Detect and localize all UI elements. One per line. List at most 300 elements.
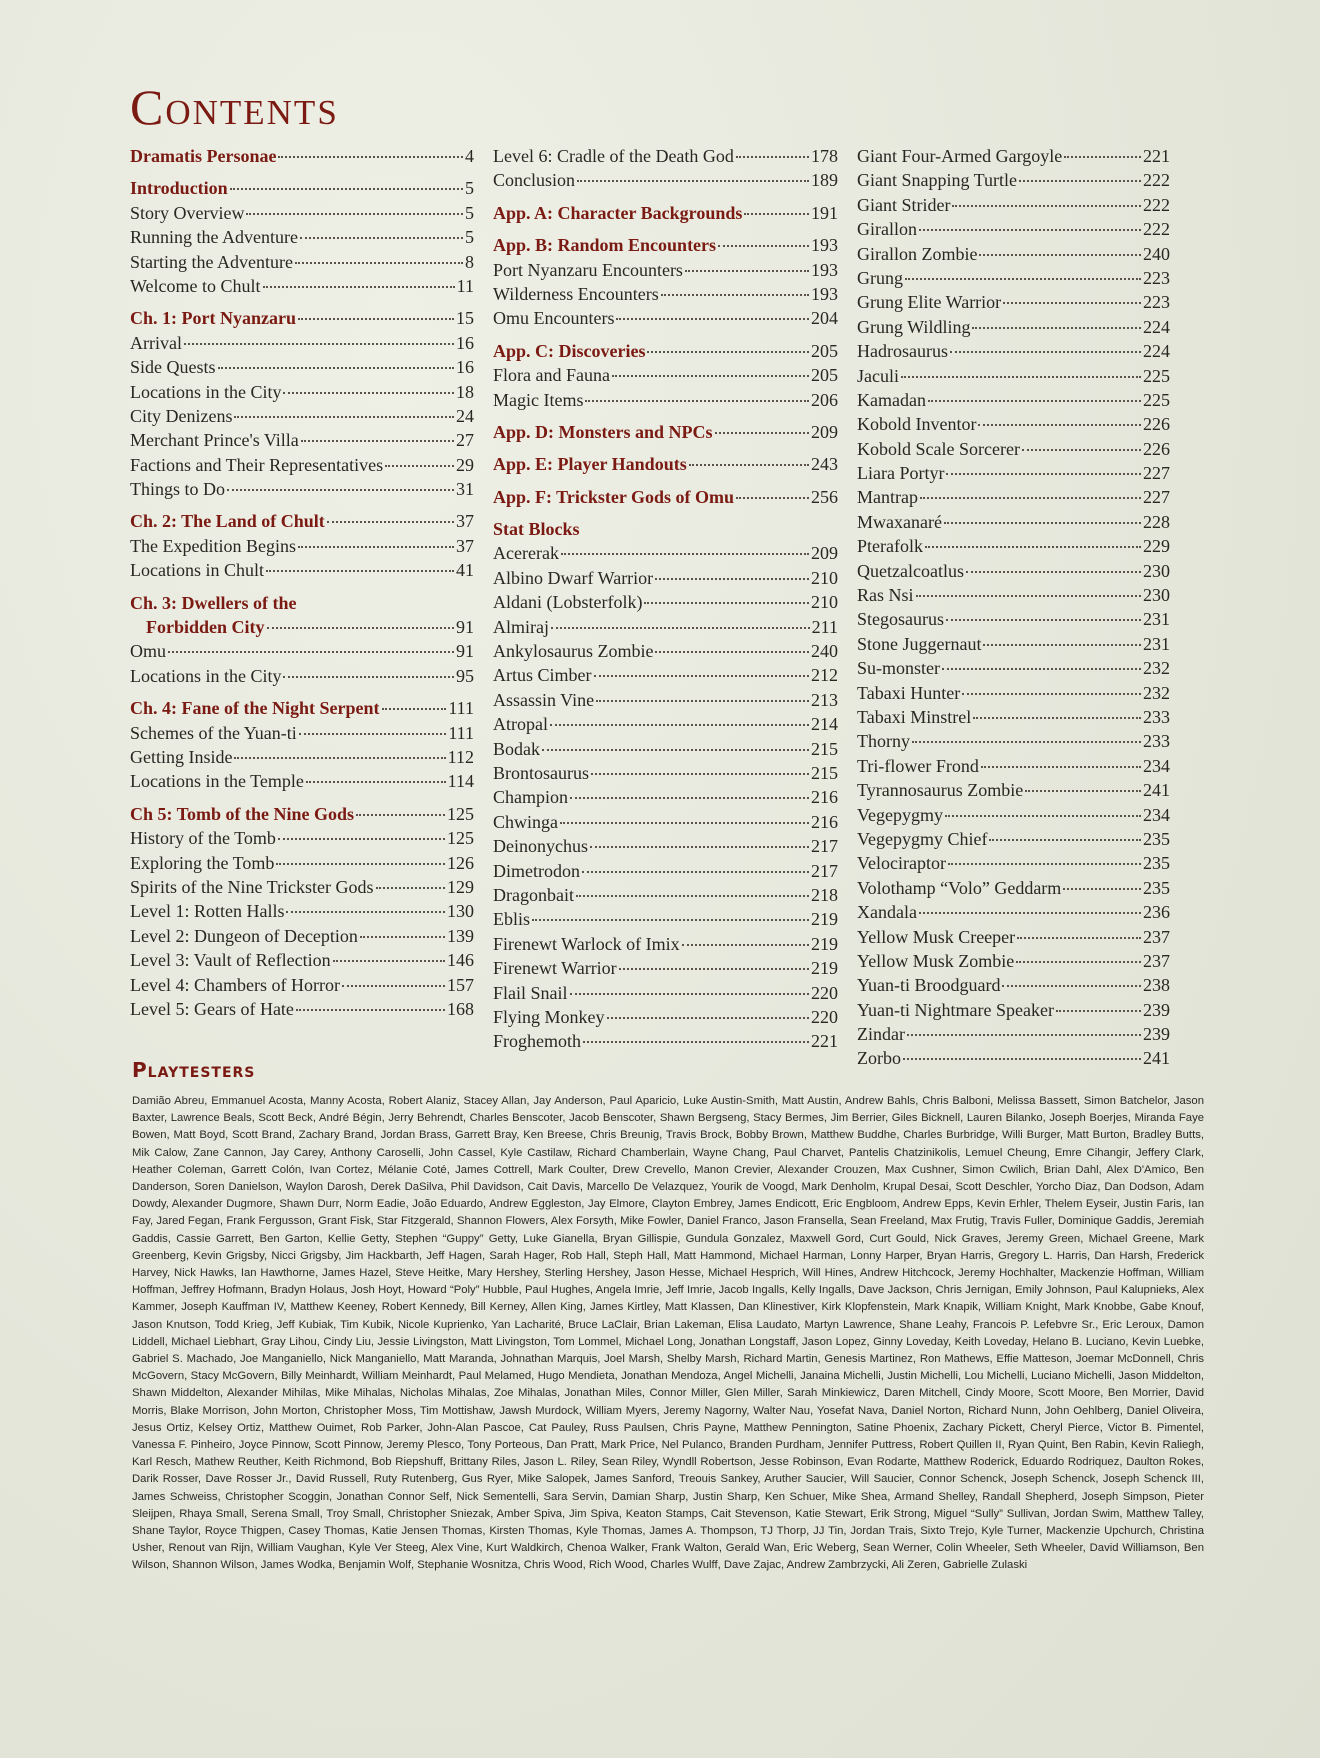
toc-entry-label: Running the Adventure	[130, 227, 298, 248]
toc-entry-label: Xandala	[857, 902, 917, 923]
toc-entry-page: 91	[456, 641, 474, 662]
toc-entry	[857, 485, 1170, 509]
dot-leader	[576, 895, 809, 897]
toc-column-3	[857, 144, 1170, 1071]
toc-entry-label: Level 1: Rotten Halls	[130, 901, 285, 922]
toc-entry-label: Yellow Musk Creeper	[857, 926, 1016, 947]
toc-entry-page: 224	[1143, 341, 1170, 362]
toc-entry	[493, 590, 838, 614]
toc-entry-label: Tabaxi Hunter	[857, 682, 961, 703]
dot-leader	[744, 213, 809, 215]
dot-leader	[591, 773, 809, 775]
toc-entry-label: Jaculi	[857, 365, 899, 386]
toc-entry	[130, 615, 474, 639]
toc-entry-page: 235	[1143, 853, 1170, 874]
toc-entry-page: 168	[447, 998, 474, 1019]
dot-leader	[912, 741, 1141, 743]
toc-entry-label: Flora and Fauna	[493, 365, 610, 386]
dot-leader	[903, 1058, 1141, 1060]
toc-entry-label: App. B: Random Encounters	[493, 235, 717, 256]
toc-entry-page: 219	[811, 933, 838, 954]
dot-leader	[234, 416, 454, 418]
dot-leader	[376, 887, 445, 889]
toc-entry	[493, 233, 838, 257]
toc-column-1	[130, 144, 474, 1021]
toc-entry-page: 238	[1143, 975, 1170, 996]
toc-entry-page: 232	[1143, 682, 1170, 703]
toc-entry	[857, 388, 1170, 412]
toc-entry	[130, 144, 474, 168]
toc-entry	[493, 566, 838, 590]
toc-entry	[493, 956, 838, 980]
toc-entry	[130, 274, 474, 298]
toc-entry	[130, 664, 474, 688]
dot-leader	[263, 286, 455, 288]
dot-leader	[570, 993, 809, 995]
toc-entry-label: Level 4: Chambers of Horror	[130, 974, 340, 995]
dot-leader	[919, 229, 1141, 231]
toc-entry	[493, 981, 838, 1005]
toc-entry-label: City Denizens	[130, 405, 233, 426]
toc-entry	[130, 509, 474, 533]
toc-entry-page: 18	[456, 381, 474, 402]
dot-leader	[1022, 449, 1141, 451]
toc-entry-page: 232	[1143, 658, 1170, 679]
dot-leader	[952, 205, 1141, 207]
dot-leader	[230, 188, 463, 190]
dot-leader	[218, 367, 455, 369]
toc-entry-page: 191	[811, 202, 838, 223]
toc-entry	[493, 834, 838, 858]
dot-leader	[1025, 790, 1141, 792]
dot-leader	[973, 717, 1141, 719]
toc-entry-page: 206	[811, 389, 838, 410]
toc-entry-label: Champion	[493, 787, 568, 808]
toc-entry	[130, 745, 474, 769]
toc-entry-page: 157	[447, 974, 474, 995]
toc-entry-label: Quetzalcoatlus	[857, 560, 964, 581]
toc-entry	[857, 510, 1170, 534]
toc-entry-page: 126	[447, 852, 474, 873]
toc-entry-label: Chwinga	[493, 811, 558, 832]
toc-entry-label: Mwaxanaré	[857, 511, 942, 532]
toc-entry-page: 16	[456, 357, 474, 378]
toc-entry-label: Deinonychus	[493, 836, 588, 857]
toc-entry-page: 112	[447, 746, 474, 767]
toc-entry-page: 233	[1143, 706, 1170, 727]
toc-entry-label: Girallon Zombie	[857, 243, 978, 264]
dot-leader	[1016, 961, 1141, 963]
toc-entry	[130, 769, 474, 793]
toc-entry	[130, 380, 474, 404]
toc-entry-page: 215	[811, 738, 838, 759]
toc-entry	[130, 973, 474, 997]
toc-entry-page: 237	[1143, 926, 1170, 947]
toc-entry-label: Level 3: Vault of Reflection	[130, 950, 331, 971]
dot-leader	[382, 708, 447, 710]
toc-entry-page: 31	[456, 479, 474, 500]
toc-entry-page: 256	[811, 486, 838, 507]
dot-leader	[685, 270, 809, 272]
toc-entry-label: Getting Inside	[130, 746, 233, 767]
dot-leader	[928, 400, 1141, 402]
toc-entry-label: Ras Nsi	[857, 585, 914, 606]
toc-entry-label: Side Quests	[130, 357, 216, 378]
dot-leader	[296, 1009, 445, 1011]
toc-entry	[493, 541, 838, 565]
toc-entry-page: 209	[811, 421, 838, 442]
toc-entry-label: Artus Cimber	[493, 665, 592, 686]
toc-entry-page: 210	[811, 567, 838, 588]
toc-entry-page: 41	[456, 560, 474, 581]
toc-entry-page: 239	[1143, 999, 1170, 1020]
dot-leader	[1003, 302, 1141, 304]
dot-leader	[1064, 156, 1141, 158]
toc-entry	[857, 778, 1170, 802]
dot-leader	[342, 985, 445, 987]
dot-leader	[295, 262, 463, 264]
toc-entry-page: 231	[1143, 609, 1170, 630]
dot-leader	[1017, 937, 1141, 939]
toc-entry	[130, 331, 474, 355]
dot-leader	[736, 156, 809, 158]
dot-leader	[278, 838, 445, 840]
toc-entry-label: Ch. 4: Fane of the Night Serpent	[130, 698, 380, 719]
dot-leader	[585, 400, 809, 402]
toc-entry-label: Su-monster	[857, 658, 940, 679]
dot-leader	[948, 863, 1141, 865]
toc-entry	[130, 477, 474, 501]
toc-entry	[493, 785, 838, 809]
toc-entry-page: 230	[1143, 560, 1170, 581]
dot-leader	[661, 294, 809, 296]
toc-entry-label: Aldani (Lobsterfolk)	[493, 592, 643, 613]
toc-entry-page: 178	[811, 146, 838, 166]
toc-entry	[130, 355, 474, 379]
toc-entry-page: 205	[811, 365, 838, 386]
toc-entry-page: 91	[456, 617, 474, 638]
toc-entry-page: 222	[1143, 170, 1170, 191]
toc-entry	[493, 639, 838, 663]
toc-entry-label: Thorny	[857, 731, 910, 752]
dot-leader	[919, 912, 1141, 914]
toc-entry	[493, 932, 838, 956]
toc-entry-page: 189	[811, 170, 838, 191]
toc-entry-label: Assassin Vine	[493, 689, 595, 710]
toc-entry	[857, 632, 1170, 656]
toc-entry	[857, 290, 1170, 314]
toc-entry	[130, 851, 474, 875]
toc-entry-label: Giant Strider	[857, 194, 951, 215]
toc-entry-label: Volothamp “Volo” Geddarm	[857, 877, 1062, 898]
dot-leader	[234, 757, 445, 759]
dot-leader	[946, 619, 1141, 621]
toc-entry	[130, 176, 474, 200]
toc-entry-page: 29	[456, 454, 474, 475]
dot-leader	[286, 911, 445, 913]
toc-entry-label: Froghemoth	[493, 1031, 581, 1052]
toc-entry-label: Level 5: Gears of Hate	[130, 998, 294, 1019]
dot-leader	[227, 489, 454, 491]
toc-entry-label: Kobold Scale Sorcerer	[857, 438, 1020, 459]
dot-leader	[283, 676, 454, 678]
dot-leader	[981, 766, 1141, 768]
toc-entry-label: Brontosaurus	[493, 762, 589, 783]
toc-entry-label: Vegepygmy Chief	[857, 828, 988, 849]
dot-leader	[647, 351, 809, 353]
dot-leader	[644, 602, 809, 604]
toc-entry	[130, 899, 474, 923]
toc-entry	[493, 712, 838, 736]
toc-entry	[857, 973, 1170, 997]
dot-leader	[301, 440, 454, 442]
toc-entry	[493, 1029, 838, 1053]
toc-entry-page: 37	[456, 535, 474, 556]
toc-entry-label: Zorbo	[857, 1048, 901, 1069]
toc-entry-label: Level 2: Dungeon of Deception	[130, 925, 358, 946]
toc-entry-label: Tri-flower Frond	[857, 755, 979, 776]
toc-entry-label: Locations in the Temple	[130, 771, 304, 792]
toc-entry	[130, 591, 474, 615]
toc-entry	[130, 802, 474, 826]
toc-entry	[857, 876, 1170, 900]
toc-entry	[493, 168, 838, 192]
dot-leader	[570, 797, 809, 799]
toc-entry-page: 227	[1143, 463, 1170, 484]
toc-entry	[857, 827, 1170, 851]
toc-entry-label: Hadrosaurus	[857, 341, 948, 362]
dot-leader	[1063, 888, 1141, 890]
dot-leader	[718, 245, 809, 247]
dot-leader	[561, 553, 809, 555]
dot-leader	[972, 327, 1141, 329]
toc-entry-label: Magic Items	[493, 389, 584, 410]
toc-entry-label: Albino Dwarf Warrior	[493, 567, 654, 588]
toc-entry	[493, 282, 838, 306]
dot-leader	[184, 343, 454, 345]
dot-leader	[560, 822, 809, 824]
dot-leader	[962, 693, 1141, 695]
dot-leader	[682, 944, 809, 946]
toc-entry-label: Ankylosaurus Zombie	[493, 641, 654, 662]
dot-leader	[594, 675, 810, 677]
dot-leader	[360, 936, 445, 938]
toc-entry-label: Ch. 1: Port Nyanzaru	[130, 308, 296, 329]
toc-entry-page: 210	[811, 592, 838, 613]
dot-leader	[298, 318, 454, 320]
toc-entry-label: Stat Blocks	[493, 519, 580, 540]
toc-entry-page: 11	[456, 275, 474, 296]
toc-entry	[493, 615, 838, 639]
toc-entry-label: Giant Snapping Turtle	[857, 170, 1018, 191]
toc-entry-page: 216	[811, 811, 838, 832]
dot-leader	[950, 351, 1141, 353]
toc-entry-page: 205	[811, 340, 838, 361]
toc-entry-label: Level 6: Cradle of the Death God	[493, 146, 734, 166]
dot-leader	[907, 1034, 1141, 1036]
toc-entry-label: Stegosaurus	[857, 609, 944, 630]
dot-leader	[590, 846, 809, 848]
toc-entry-page: 125	[447, 803, 474, 824]
dot-leader	[577, 180, 809, 182]
toc-entry-page: 236	[1143, 902, 1170, 923]
toc-entry	[857, 583, 1170, 607]
toc-entry	[130, 875, 474, 899]
toc-entry-label: Dramatis Personae	[130, 146, 277, 166]
toc-entry	[857, 998, 1170, 1022]
toc-entry-label: Grung Wildling	[857, 316, 971, 337]
toc-entry	[857, 168, 1170, 192]
dot-leader	[616, 318, 809, 320]
toc-entry-page: 15	[456, 308, 474, 329]
toc-entry	[130, 201, 474, 225]
toc-entry	[493, 201, 838, 225]
dot-leader	[596, 700, 809, 702]
toc-entry-label: Locations in the City	[130, 381, 282, 402]
toc-entry-page: 204	[811, 308, 838, 329]
toc-entry	[493, 517, 838, 541]
toc-entry	[493, 663, 838, 687]
dot-leader	[550, 724, 809, 726]
toc-entry	[857, 217, 1170, 241]
toc-entry	[857, 705, 1170, 729]
toc-entry	[493, 737, 838, 761]
dot-leader	[542, 749, 809, 751]
toc-entry-page: 233	[1143, 731, 1170, 752]
toc-entry-page: 129	[447, 876, 474, 897]
toc-entry-label: Stone Juggernaut	[857, 633, 982, 654]
toc-entry-page: 215	[811, 762, 838, 783]
dot-leader	[925, 546, 1141, 548]
toc-entry-label: Arrival	[130, 332, 182, 353]
toc-entry-label: Liara Portyr	[857, 463, 945, 484]
toc-entry	[857, 607, 1170, 631]
dot-leader	[607, 1017, 809, 1019]
dot-leader	[333, 960, 445, 962]
toc-entry-page: 221	[1143, 146, 1170, 166]
toc-entry	[857, 144, 1170, 168]
toc-entry	[493, 883, 838, 907]
toc-entry	[857, 803, 1170, 827]
dot-leader	[246, 213, 463, 215]
dot-leader	[1056, 1010, 1141, 1012]
toc-entry-label: Tyrannosaurus Zombie	[857, 780, 1024, 801]
toc-entry	[857, 461, 1170, 485]
dot-leader	[298, 546, 454, 548]
toc-entry-label: History of the Tomb	[130, 828, 276, 849]
toc-entry	[857, 1046, 1170, 1070]
toc-column-2	[493, 144, 838, 1054]
toc-entry	[857, 364, 1170, 388]
toc-entry	[130, 453, 474, 477]
dot-leader	[619, 968, 809, 970]
toc-entry-page: 5	[465, 202, 474, 223]
toc-entry-label: Flying Monkey	[493, 1006, 605, 1027]
dot-leader	[966, 571, 1141, 573]
toc-entry-page: 237	[1143, 950, 1170, 971]
toc-entry-label: Welcome to Chult	[130, 275, 261, 296]
dot-leader	[655, 651, 809, 653]
toc-entry	[130, 250, 474, 274]
toc-entry-label: Kobold Inventor	[857, 414, 977, 435]
dot-leader	[983, 644, 1141, 646]
toc-entry-label: App. E: Player Handouts	[493, 454, 687, 475]
toc-entry-page: 114	[447, 771, 474, 792]
toc-entry-page: 220	[811, 982, 838, 1003]
toc-entry-page: 4	[465, 146, 474, 166]
toc-entry	[857, 339, 1170, 363]
dot-leader	[278, 156, 463, 158]
toc-entry-label: Velociraptor	[857, 853, 946, 874]
toc-entry	[493, 485, 838, 509]
toc-entry	[857, 559, 1170, 583]
toc-entry-page: 24	[456, 405, 474, 426]
toc-entry-label: Ch. 3: Dwellers of the	[130, 592, 297, 613]
toc-entry-label: Firenewt Warrior	[493, 958, 617, 979]
toc-entry-page: 193	[811, 259, 838, 280]
dot-leader	[920, 497, 1141, 499]
toc-entry-label: Dimetrodon	[493, 860, 580, 881]
toc-entry-page: 231	[1143, 633, 1170, 654]
dot-leader	[283, 392, 454, 394]
toc-entry-label: Ch 5: Tomb of the Nine Gods	[130, 803, 355, 824]
toc-entry	[493, 306, 838, 330]
toc-entry	[493, 452, 838, 476]
toc-entry	[493, 363, 838, 387]
toc-entry-page: 225	[1143, 365, 1170, 386]
toc-entry-page: 130	[447, 901, 474, 922]
dot-leader	[655, 578, 809, 580]
toc-entry-label: Introduction	[130, 178, 228, 199]
dot-leader	[901, 376, 1141, 378]
toc-entry	[857, 315, 1170, 339]
toc-entry-page: 193	[811, 283, 838, 304]
toc-entry-label: Port Nyanzaru Encounters	[493, 259, 683, 280]
toc-entry	[130, 306, 474, 330]
toc-entry-label: App. A: Character Backgrounds	[493, 202, 743, 223]
toc-entry	[857, 437, 1170, 461]
dot-leader	[356, 814, 445, 816]
toc-entry-label: Locations in the City	[130, 665, 282, 686]
toc-entry-label: Ch. 2: The Land of Chult	[130, 511, 325, 532]
toc-entry-page: 222	[1143, 194, 1170, 215]
toc-entry	[857, 851, 1170, 875]
toc-entry-label: Forbidden City	[146, 617, 265, 638]
toc-entry-label: Zindar	[857, 1024, 905, 1045]
toc-entry	[857, 754, 1170, 778]
toc-entry-page: 211	[811, 616, 838, 637]
toc-entry	[857, 266, 1170, 290]
toc-entry-page: 37	[456, 511, 474, 532]
toc-entry	[857, 1022, 1170, 1046]
dot-leader	[299, 733, 447, 735]
toc-entry-page: 125	[447, 828, 474, 849]
toc-entry-label: Story Overview	[130, 202, 245, 223]
toc-entry	[857, 925, 1170, 949]
playtesters-heading: Playtesters	[132, 1058, 256, 1082]
toc-entry-page: 212	[811, 665, 838, 686]
toc-entry	[857, 729, 1170, 753]
toc-entry	[857, 681, 1170, 705]
toc-entry	[130, 225, 474, 249]
toc-entry	[857, 412, 1170, 436]
dot-leader	[945, 815, 1141, 817]
toc-entry	[857, 534, 1170, 558]
dot-leader	[1019, 180, 1141, 182]
toc-entry-page: 240	[811, 641, 838, 662]
dot-leader	[168, 651, 454, 653]
toc-entry-page: 111	[448, 722, 474, 743]
